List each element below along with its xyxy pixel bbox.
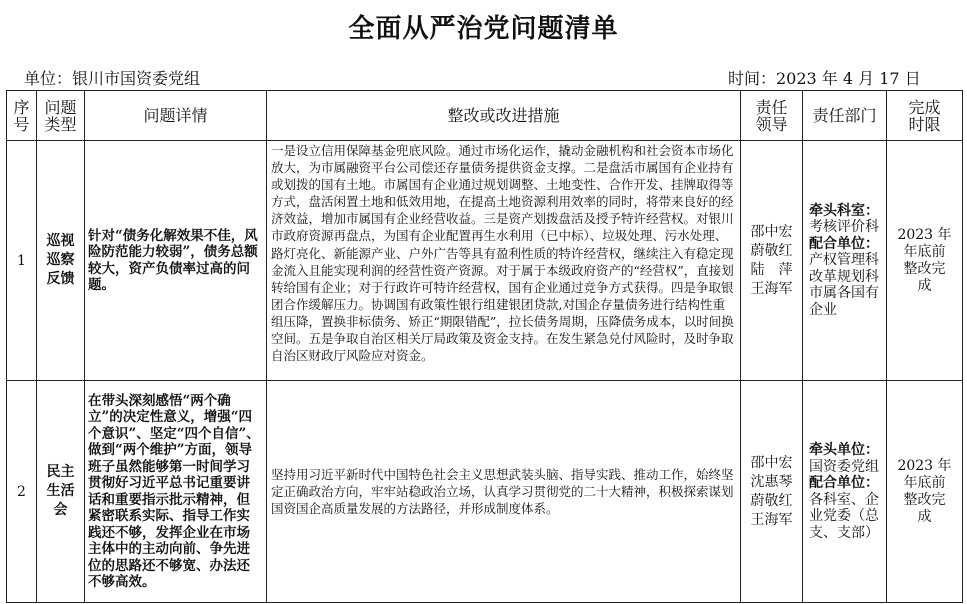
unit-label: 单位：银川市国资委党组 — [24, 69, 201, 88]
issue-type: 民主生活会 — [37, 381, 85, 603]
header-deadline: 完成时限 — [887, 91, 963, 141]
table-row — [7, 141, 963, 381]
header-dept: 责任部门 — [803, 91, 887, 141]
header-measures: 整改或改进措施 — [267, 91, 741, 141]
rectification-measures: 一是设立信用保障基金兜底风险。通过市场化运作，撬动金融机构和社会资本市场化放大，为市属融资平台公司偿还存量债务提供资金支撑。二是盘活市属国有企业持有或划拨的国有土地。市属国有企业通过规划调整、土地变性、合作开发、挂牌取得等方式，盘活闲置土地和低效用地，在提高土地资源利用效率的同时，将带来良好的经济效益，增加市属国有企业经营收益。三是资产划拨盘活及授予特许经营权。对银川市政府资源再盘点，为国有企业配置再生水利用（已中标）、垃圾处理、污水处理、路灯亮化、新能源产业、户外广告等具有盈利性质的特许经营权，继续注入有稳定现金流入且能实现利润的经营性资产资源。对于属于本级政府资产的“经营权”，直接划转给国有企业；对于行政许可特许经营权，国有企业通过竞争方式获得。四是争取银团合作缓解压力。协调国有政策性银行组建银团贷款,对国企存量债务进行结构性重组压降，置换非标债务、矫正“期限错配”，拉长债务周期，压降债务成本，以时间换空间。五是争取自治区相关厅局政策及资金支持。在发生紧急兑付风险时，及时争取自治区财政厅风险应对资金。 — [267, 141, 741, 381]
cooperating-units: 各科室、企业党委（总支、支部） — [809, 491, 879, 541]
lead-unit-label: 牵头单位： — [809, 442, 879, 458]
header-leader: 责任领导 — [741, 91, 803, 141]
table-header-row — [7, 91, 963, 141]
row-number: 1 — [7, 141, 37, 381]
cooperating-unit-label: 配合单位： — [809, 475, 879, 491]
lead-unit: 国资委党组 — [809, 458, 879, 475]
cooperating-unit-label: 配合单位： — [809, 235, 879, 252]
table-row — [7, 381, 963, 603]
lead-office-label: 牵头科室： — [809, 202, 879, 219]
date-label: 时间：2023 年 4 月 17 日 — [728, 69, 921, 88]
header-detail: 问题详情 — [85, 91, 267, 141]
responsible-department — [803, 141, 887, 381]
header-type: 问题类型 — [37, 91, 85, 141]
responsible-leaders: 邵中宏 沈惠琴 蔚敬红 王海军 — [741, 381, 803, 603]
row-number: 2 — [7, 381, 37, 603]
issue-type: 巡视巡察反馈 — [37, 141, 85, 381]
deadline: 2023 年年底前整改完成 — [887, 381, 963, 603]
responsible-department — [803, 381, 887, 603]
responsible-leaders: 邵中宏 蔚敬红 陆 萍 王海军 — [741, 141, 803, 381]
page-title: 全面从严治党问题清单 — [348, 14, 619, 44]
issue-detail: 针对“债务化解效果不佳，风险防范能力较弱”，债务总额较大，资产负债率过高的问题。 — [85, 141, 267, 381]
issue-table — [6, 90, 963, 603]
header-no: 序号 — [7, 91, 37, 141]
lead-office: 考核评价科 — [809, 219, 879, 236]
rectification-measures: 坚持用习近平新时代中国特色社会主义思想武装头脑、指导实践、推动工作，始终坚定正确政治方向，牢牢站稳政治立场，认真学习贯彻党的二十大精神，积极探索谋划国资国企高质量发展的方法路径，并形成制度体系。 — [267, 381, 741, 603]
issue-detail: 在带头深刻感悟“两个确立”的决定性意义，增强“四个意识”、坚定“四个自信”、做到“两个维护”方面，领导班子虽然能够第一时间学习贯彻好习近平总书记重要讲话和重要指示批示精神，但紧密联系实际、指导工作实践还不够，发挥企业在市场主体中的主动向前、争先进位的思路还不够宽、办法还不够高效。 — [85, 381, 267, 603]
cooperating-units: 产权管理科 改革规划科 市属各国有企业 — [809, 252, 879, 318]
deadline: 2023 年年底前整改完成 — [887, 141, 963, 381]
